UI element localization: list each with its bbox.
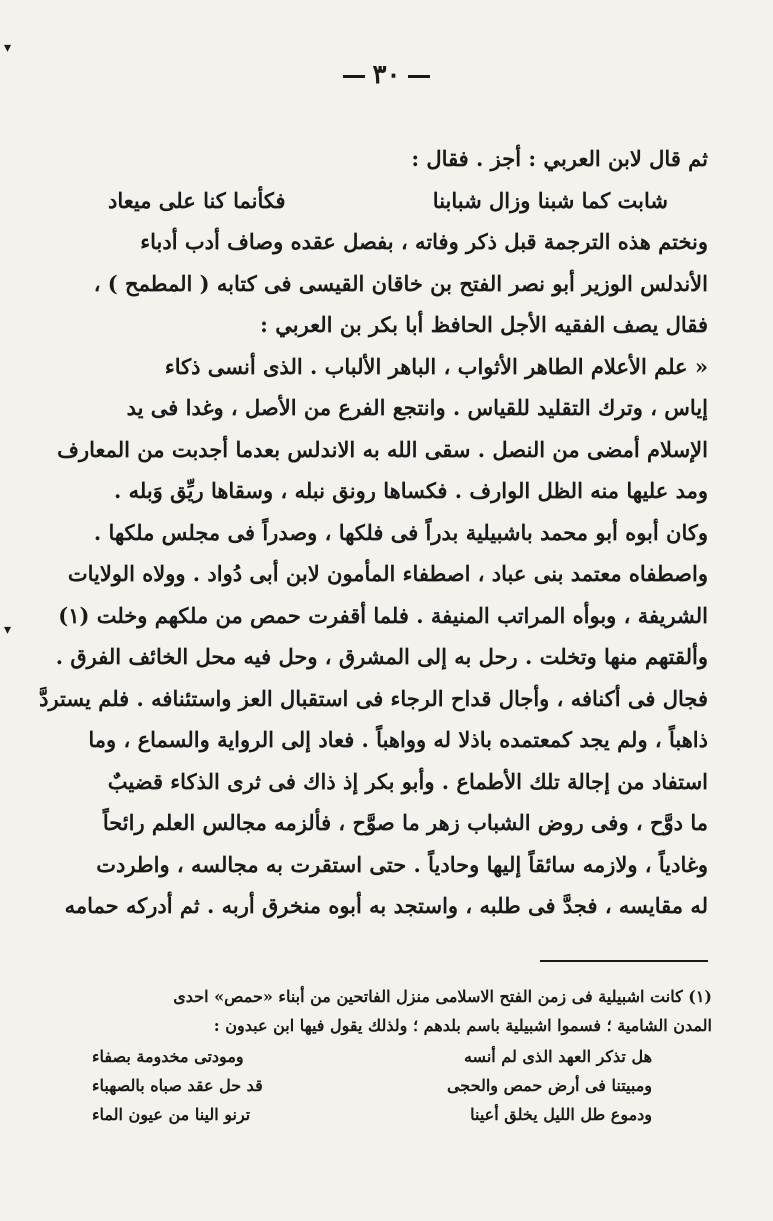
text-line: الإسلام أمضى من النصل . سقى الله به الاندلس بعدما أجدبت من المعارف (57, 436, 708, 462)
text-line: ما دوَّح ، وفى روض الشباب زهر ما صوَّح ، فألزمه مجالس العلم رائحاً (102, 810, 708, 835)
verse-first-hemistich: شابت كما شبنا وزال شبابنا (432, 187, 668, 213)
text-line: إياس ، وترك التقليد للقياس . وانتجع الفرع من الأصل ، وغدا فى يد (126, 395, 708, 420)
text-line: وكان أبوه أبو محمد باشبيلية بدراً فى فلكها ، وصدراً فى مجلس ملكها . (93, 519, 708, 545)
text-line: ذاهباً ، ولم يجد كمعتمده باذلا له وواهباً . فعاد إلى الرواية والسماع ، وما (88, 727, 708, 752)
verse-second-hemistich: فكأنما كنا على ميعاد (108, 187, 286, 213)
text-line: واصطفاه معتمد بنى عباد ، اصطفاء المأمون لابن أبى دُواد . وولاه الولايات (67, 561, 708, 586)
page-number: ٣٠ (0, 60, 773, 90)
intro-line: ثم قال لابن العربي : أجز . فقال : (411, 146, 708, 171)
footnote-line: المدن الشامية ؛ فسموا اشبيلية باسم بلدهم ؛ ولذلك يقول فيها ابن عبدون : (213, 1016, 712, 1035)
text-line: وألقتهم منها وتخلت . رحل به إلى المشرق ، وحل فيه محل الخائف الفرق . (55, 644, 708, 669)
text-line: ونختم هذه الترجمة قبل ذكر وفاته ، بفصل عقده وصاف أدب أدباء (140, 229, 708, 254)
text-line: فجال فى أكنافه ، وأجال قداح الرجاء فى استقبال العز واستئنافه . فلم يستردَّ (39, 685, 708, 711)
text-line: الأندلس الوزير أبو نصر الفتح بن خاقان القيسى فى كتابه ( المطمح ) ، (93, 270, 708, 296)
poem-first-hemistich: هل تذكر العهد الذى لم أنسه (463, 1047, 652, 1066)
text-line: له مقايسه ، فجدَّ فى طلبه ، واستجد به أبوه منخرق أربه . ثم أدركه حمامه (64, 893, 708, 918)
footnote-poem (60, 1042, 712, 1129)
text-line: الشريفة ، وبوأه المراتب المنيفة . فلما أقفرت حمص من ملكهم وخلت (١) (58, 602, 708, 628)
poem-second-hemistich: قد حل عقد صباه بالصهباء (92, 1076, 263, 1095)
poem-verse (92, 1100, 652, 1129)
scan-mark: ▾ (4, 40, 12, 56)
footnote-line: (١) كانت اشبيلية فى زمن الفتح الاسلامى منزل الفاتحين من أبناء «حمص» احدى (173, 987, 712, 1006)
poem-verse (92, 1042, 652, 1071)
text-line: ومد عليها منه الظل الوارف . فكساها رونق نبله ، وسقاها ريِّق وَبله . (114, 478, 708, 503)
poem-first-hemistich: ودموع طل الليل يخلق أعينا (470, 1105, 652, 1124)
footnote-divider (540, 960, 708, 962)
text-line: « علم الأعلام الطاهر الأثواب ، الباهر الألباب . الذى أنسى ذكاء (164, 353, 708, 379)
poem-verse (92, 1071, 652, 1100)
footnotes (60, 982, 712, 1129)
verse-line (108, 180, 668, 222)
text-line: وغادياً ، ولازمه سائقاً إليها وحادياً . حتى استقرت به مجالسه ، واطردت (96, 851, 708, 877)
poem-second-hemistich: ترنو الينا من عيون الماء (92, 1105, 251, 1124)
poem-second-hemistich: ومودتى مخدومة بصفاء (92, 1047, 244, 1066)
poem-first-hemistich: ومبيتنا فى أرض حمص والحجى (446, 1076, 652, 1095)
dash-right (408, 75, 430, 78)
scan-mark: ▾ (4, 622, 12, 638)
text-line: استفاد من إجالة تلك الأطماع . وأبو بكر إذ ذاك فى ثرى الذكاء قضيبٌ (107, 768, 708, 794)
main-text (39, 138, 708, 927)
dash-left (343, 75, 365, 78)
text-line: فقال يصف الفقيه الأجل الحافظ أبا بكر بن العربي : (260, 312, 708, 337)
